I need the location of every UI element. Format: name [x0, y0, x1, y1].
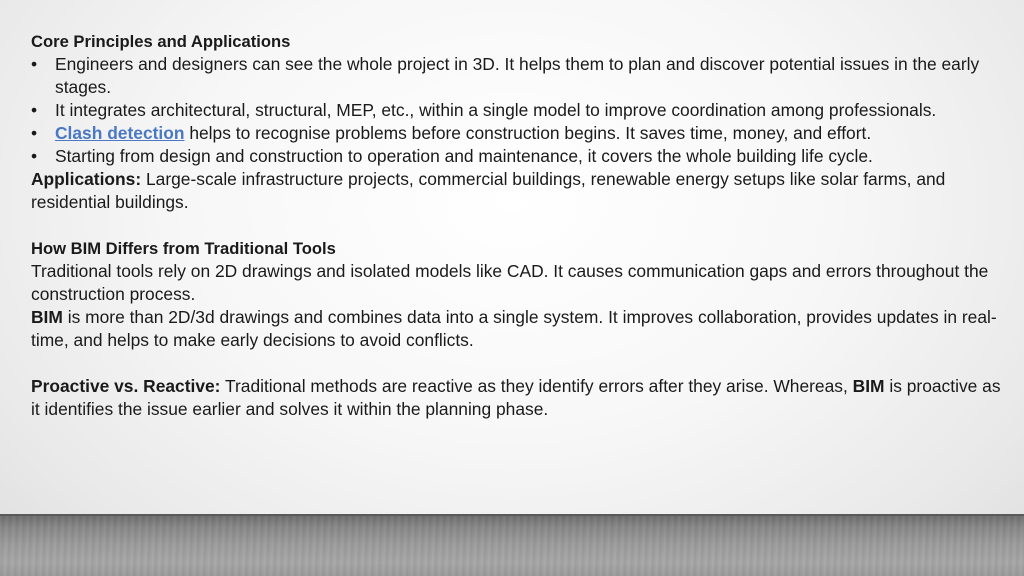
applications-label: Applications:	[31, 169, 142, 189]
concrete-floor-background	[0, 514, 1024, 576]
bim-label: BIM	[852, 376, 885, 396]
list-item	[31, 122, 1006, 145]
section-heading-core-principles: Core Principles and Applications	[31, 32, 291, 51]
spacer	[31, 352, 1006, 375]
slide-content	[31, 30, 1006, 421]
proactive-text: Traditional methods are reactive as they identify errors after they arise. Whereas,	[220, 376, 853, 396]
applications-paragraph	[31, 168, 1006, 214]
bullet-text: It integrates architectural, structural, MEP, etc., within a single model to improve coordination among professionals.	[55, 100, 937, 120]
bim-text: is more than 2D/3d drawings and combines data into a single system. It improves collaboration, provides updates in real-time, and helps to make early decisions to avoid conflicts.	[31, 307, 997, 350]
bim-label: BIM	[31, 307, 63, 327]
section-heading-bim-differs: How BIM Differs from Traditional Tools	[31, 239, 336, 258]
applications-text: Large-scale infrastructure projects, commercial buildings, renewable energy setups like solar farms, and residential buildings.	[31, 169, 946, 212]
clash-detection-link[interactable]: Clash detection	[55, 123, 185, 143]
list-item	[31, 99, 1006, 122]
proactive-text-end: is proactive as it identifies the issue earlier and solves it within the planning phase.	[31, 376, 1001, 419]
spacer	[31, 214, 1006, 237]
proactive-paragraph	[31, 375, 1006, 421]
list-item	[31, 53, 1006, 99]
bullet-text: helps to recognise problems before construction begins. It saves time, money, and effort.	[184, 123, 872, 143]
list-item	[31, 145, 1006, 168]
bim-paragraph	[31, 306, 1006, 352]
core-principles-list	[31, 53, 1006, 168]
traditional-tools-paragraph: Traditional tools rely on 2D drawings and isolated models like CAD. It causes communication gaps and errors throughout the construction process.	[31, 261, 989, 304]
bullet-text: Starting from design and construction to operation and maintenance, it covers the whole building life cycle.	[55, 146, 873, 166]
bullet-text: Engineers and designers can see the whole project in 3D. It helps them to plan and discover potential issues in the early stages.	[55, 54, 980, 97]
proactive-label: Proactive vs. Reactive:	[31, 376, 221, 396]
